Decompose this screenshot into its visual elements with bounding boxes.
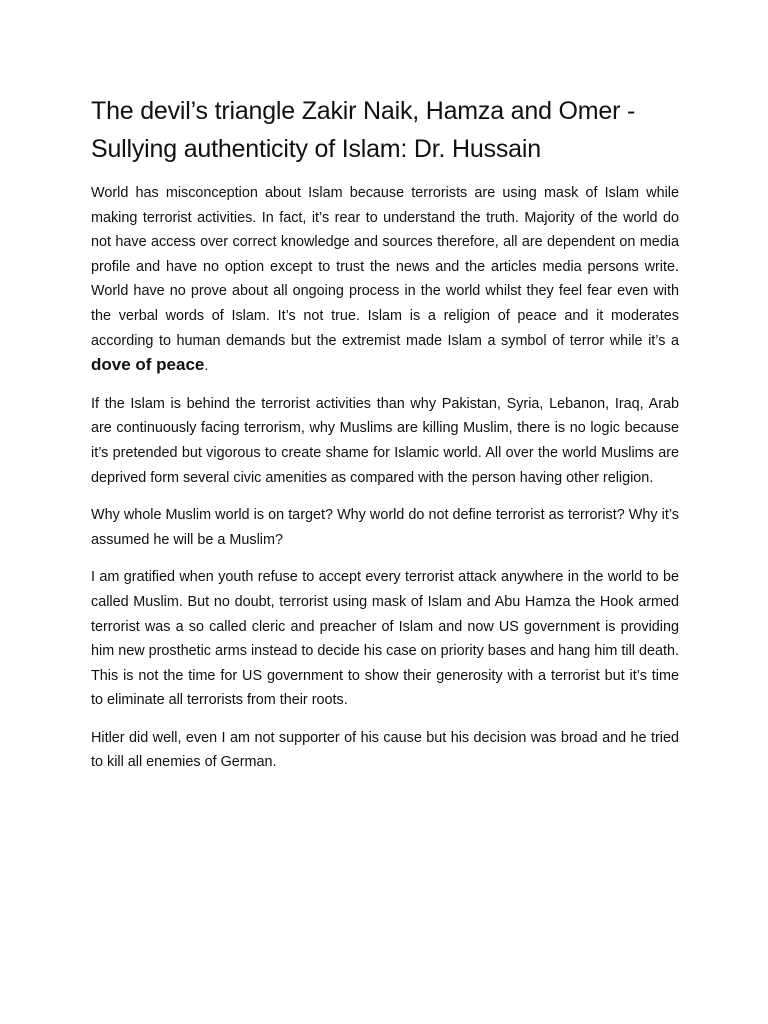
paragraph-1-emphasis: dove of peace — [91, 355, 205, 375]
paragraph-2: If the Islam is behind the terrorist activities than why Pakistan, Syria, Lebanon, Iraq, Arab are continuously facing terrorism, why Muslims are killing Muslim, there is no logic because it’s pretended but vigorous to create shame for Islamic world. All over the world Muslims are deprived form several civic amenities as compared with the person having other religion. — [91, 395, 679, 486]
paragraph-1-suffix: . — [204, 358, 209, 375]
paragraph-5: Hitler did well, even I am not supporter of his cause but his decision was broad and he tried to kill all enemies of German. — [91, 729, 679, 771]
paragraph-1-text: World has misconception about Islam because terrorists are using mask of Islam while making terrorist activities. In fact, it’s rear to understand the truth. Majority of the world do not have access over correct knowledge and sources therefore, all are dependent on media profile and have no option except to trust the news and the articles media persons write. World have no prove about all ongoing process in the world whilst they feel fear even with the verbal words of Islam. It’s not true. Islam is a religion of peace and it moderates according to human demands but the extremist made Islam a symbol of terror while it’s a — [91, 185, 679, 349]
document-page — [91, 92, 679, 788]
paragraph-4: I am gratified when youth refuse to accept every terrorist attack anywhere in the world to be called Muslim. But no doubt, terrorist using mask of Islam and Abu Hamza the Hook armed terrorist was a so called cleric and preacher of Islam and now US government is providing him new prosthetic arms instead to decide his case on priority bases and hang him till death. This is not the time for US government to show their generosity with a terrorist but it’s time to eliminate all terrorists from their roots. — [91, 569, 679, 709]
paragraph-3: Why whole Muslim world is on target? Why world do not define terrorist as terrorist? Why it’s assumed he will be a Muslim? — [91, 507, 679, 548]
paragraph-1 — [91, 181, 679, 379]
document-title: The devil’s triangle Zakir Naik, Hamza and Omer - Sullying authenticity of Islam: Dr. Hussain — [91, 97, 636, 163]
